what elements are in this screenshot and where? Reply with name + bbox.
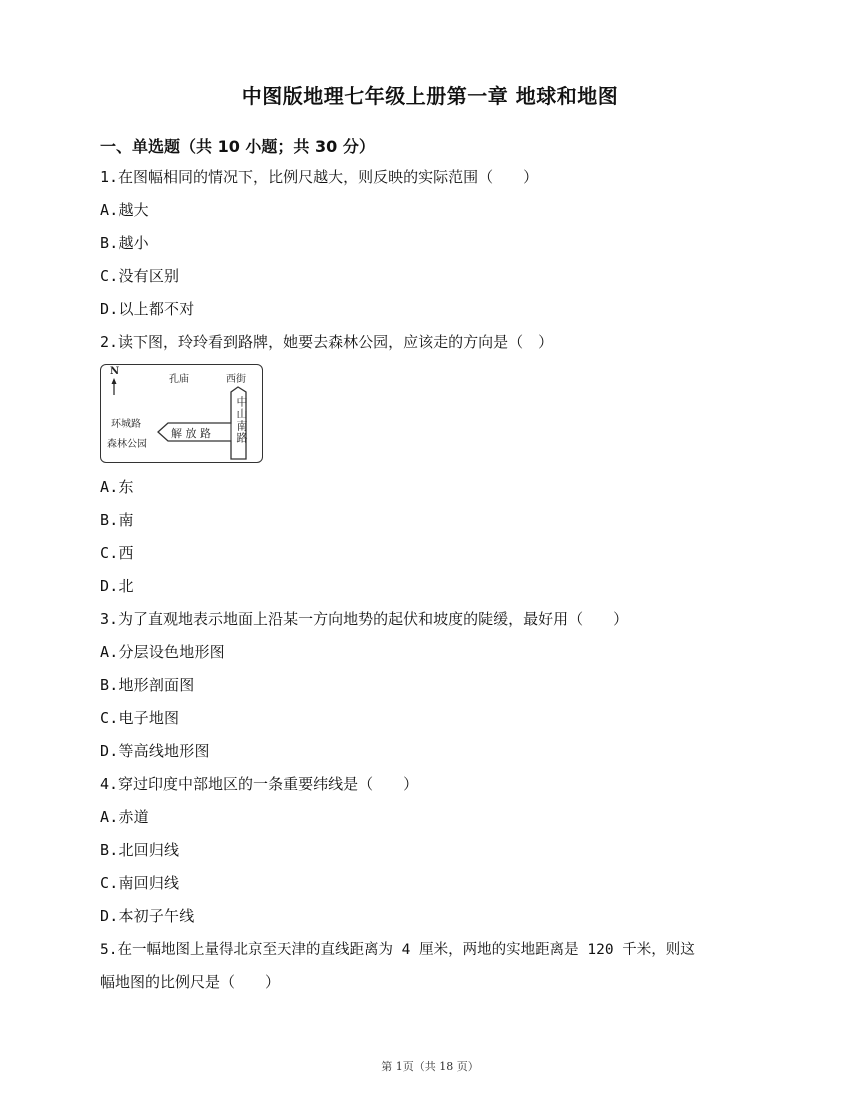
- zhongshan-road-label: 中山南路: [235, 396, 248, 444]
- question-3-option-c[interactable]: C.电子地图: [100, 709, 180, 727]
- question-1-stem: 1.在图幅相同的情况下，比例尺越大，则反映的实际范围（ ）: [100, 168, 539, 186]
- north-label: N: [110, 366, 120, 377]
- huancheng-road-label: 环城路: [111, 419, 141, 430]
- jiefang-road-label: 解 放 路: [171, 427, 211, 440]
- forest-park-label: 森林公园: [107, 439, 147, 450]
- north-arrowhead-icon: [112, 378, 117, 384]
- question-2-option-c[interactable]: C.西: [100, 544, 134, 562]
- question-3-stem: 3.为了直观地表示地面上沿某一方向地势的起伏和坡度的陡缓，最好用（ ）: [100, 610, 629, 628]
- question-4-option-b[interactable]: B.北回归线: [100, 841, 180, 859]
- question-2-option-a[interactable]: A.东: [100, 478, 134, 496]
- question-5-stem-line-2: 幅地图的比例尺是（ ）: [100, 973, 281, 991]
- question-3-option-a[interactable]: A.分层设色地形图: [100, 643, 225, 661]
- question-4-stem: 4.穿过印度中部地区的一条重要纬线是（ ）: [100, 775, 419, 793]
- road-sign-map: [100, 364, 263, 463]
- kongmiao-label: 孔庙: [169, 374, 189, 385]
- page-title: 中图版地理七年级上册第一章 地球和地图: [241, 84, 619, 108]
- page-footer: 第 1页（共 18 页）: [381, 1060, 479, 1073]
- xijie-label: 西街: [226, 374, 246, 385]
- question-3-option-d[interactable]: D.等高线地形图: [100, 742, 210, 760]
- question-1-option-d[interactable]: D.以上都不对: [100, 300, 195, 318]
- question-5-stem-line-1: 5.在一幅地图上量得北京至天津的直线距离为 4 厘米，两地的实地距离是 120 千米，则这: [100, 942, 695, 958]
- question-3-option-b[interactable]: B.地形剖面图: [100, 676, 195, 694]
- question-4-option-a[interactable]: A.赤道: [100, 808, 149, 826]
- question-2-stem: 2.读下图，玲玲看到路牌，她要去森林公园，应该走的方向是（ ）: [100, 333, 554, 351]
- question-1-option-b[interactable]: B.越小: [100, 234, 149, 252]
- question-4-option-d[interactable]: D.本初子午线: [100, 907, 195, 925]
- question-1-option-a[interactable]: A.越大: [100, 201, 149, 219]
- question-2-option-d[interactable]: D.北: [100, 577, 134, 595]
- section-heading: 一、单选题（共 10 小题；共 30 分）: [100, 137, 375, 156]
- question-2-option-b[interactable]: B.南: [100, 511, 134, 529]
- question-4-option-c[interactable]: C.南回归线: [100, 874, 180, 892]
- question-1-option-c[interactable]: C.没有区别: [100, 267, 180, 285]
